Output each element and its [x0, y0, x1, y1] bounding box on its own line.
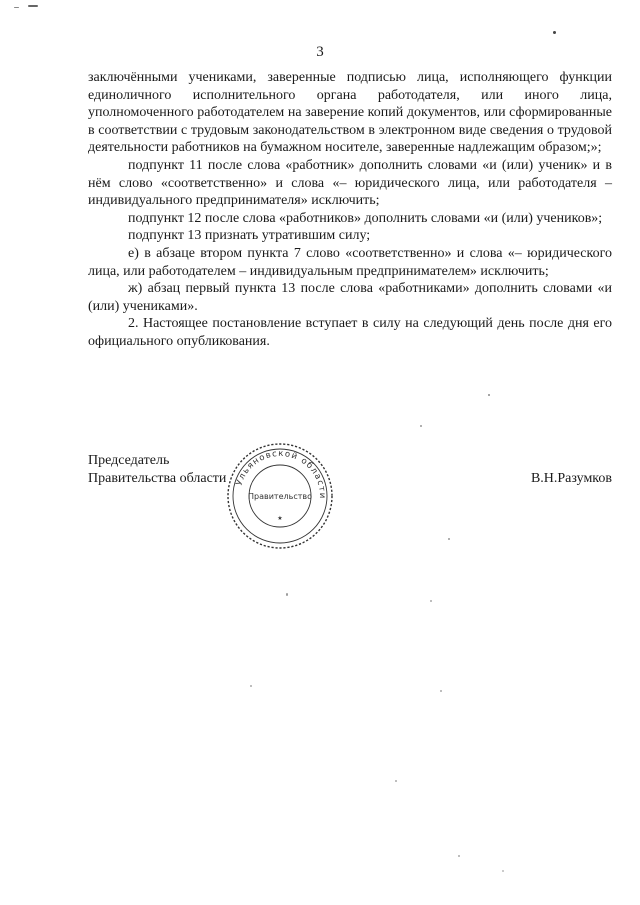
scan-speck — [286, 593, 288, 596]
scan-speck — [458, 855, 460, 857]
official-seal-stamp — [224, 440, 336, 552]
document-body — [88, 69, 612, 351]
scan-speck — [488, 394, 490, 396]
scan-speck — [448, 538, 450, 540]
paragraph: подпункт 11 после слова «работник» дополнить словами «и (или) ученик» и в нём слово «соответственно» и слова «– юридического лица, или работодателя – индивидуального предпринимателя» исключить; — [88, 157, 612, 209]
scan-speck — [14, 7, 19, 8]
scan-speck — [502, 870, 504, 872]
seal-center-text: Правительство — [248, 492, 312, 501]
scan-speck — [440, 690, 442, 692]
signatory-name: В.Н.Разумков — [530, 471, 612, 486]
paragraph: е) в абзаце втором пункта 7 слово «соответственно» и слова «– юридического лица, или работодателем – индивидуальным предпринимателем» исключить; — [88, 245, 612, 279]
scan-speck — [420, 425, 422, 427]
seal-ring-text: Ульяновской области — [234, 448, 328, 500]
seal-star-icon: ★ — [277, 515, 283, 522]
signatory-title-line: Председатель — [88, 453, 170, 468]
paragraph: подпункт 12 после слова «работников» дополнить словами «и (или) учеников»; — [128, 210, 603, 226]
scan-speck — [250, 685, 252, 687]
scan-speck — [395, 780, 397, 782]
scan-speck — [553, 31, 556, 34]
paragraph: ж) абзац первый пункта 13 после слова «работниками» дополнить словами «и (или) учениками». — [88, 281, 612, 314]
scan-speck — [430, 600, 432, 602]
paragraph: 2. Настоящее постановление вступает в силу на следующий день после дня его официального опубликования. — [88, 316, 612, 349]
signatory-title-line: Правительства области — [88, 471, 227, 486]
signatory-title — [88, 452, 226, 488]
paragraph: заключёнными учениками, заверенные подписью лица, исполняющего функции единоличного исполнительного органа работодателя, или иного лица, уполномоченного работодателем на заверение копий документов, или сформированные в соответствии с трудовым законодательством в электронном виде сведения о трудовой деятельности работников на бумажном носителе, заверенные надлежащим образом;»; — [88, 70, 612, 156]
scan-speck — [28, 5, 38, 7]
paragraph: подпункт 13 признать утратившим силу; — [128, 228, 371, 244]
page-number: 3 — [316, 44, 324, 60]
